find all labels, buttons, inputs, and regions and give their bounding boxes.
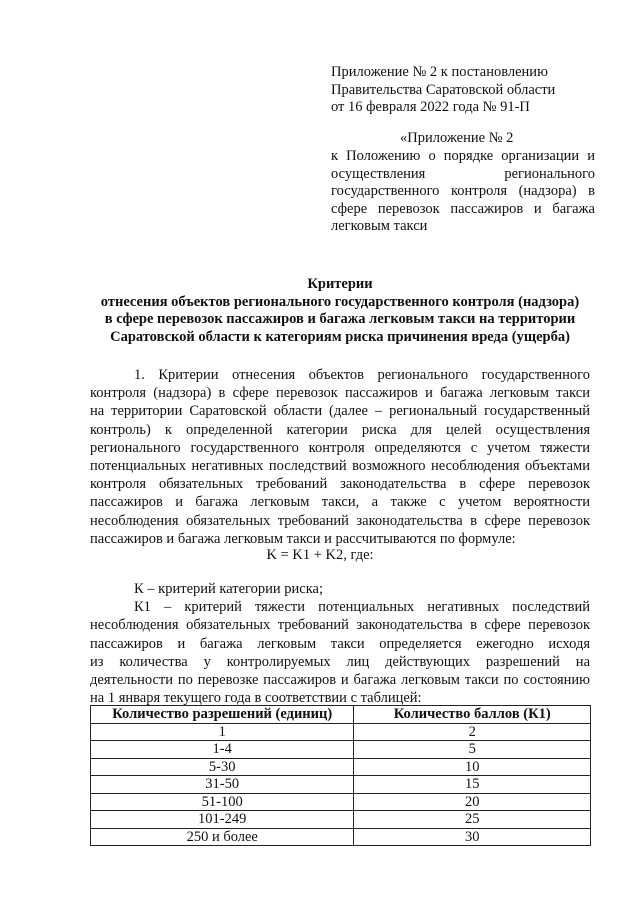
annex-reference-body: к Положению о порядке организации и осуществления регионального государственного контроля (надзора) в сфере перевозок пассажиров и багажа легковым такси [331,148,595,234]
annex-line-1: Приложение № 2 к постановлению [331,64,548,80]
formula: K = K1 + K2, где: [266,547,374,563]
definition-k1-line: деятельности по перевозке пассажиров и багажа легковым такси по состоянию [90,671,590,688]
cell-points: 25 [354,811,591,829]
definition-k1-line: на 1 января текущего года в соответствии с таблицей: [90,690,422,707]
annex-line-2: Правительства Саратовской области [331,81,556,98]
paragraph-line: 1. Критерии отнесения объектов регионального государственного [134,367,590,383]
cell-points: 15 [354,776,591,794]
table-row [91,758,591,776]
cell-permits: 1-4 [91,741,354,759]
definition-k1-line: несоблюдения обязательных требований законодательства в сфере перевозок [90,617,590,634]
annex-line-3: от 16 февраля 2022 года № 91-П [331,99,530,115]
paragraph-line: контроля обязательных требований законодательства в сфере перевозок [90,476,590,493]
table-row [91,811,591,829]
definition-k1-line: К1 – критерий тяжести потенциальных негативных последствий [134,599,590,616]
cell-permits: 31-50 [91,776,354,794]
table-row [91,793,591,811]
title-line-2: отнесения объектов регионального государственного контроля (надзора) [100,293,580,310]
title-line-4: Саратовской области к категориям риска причинения вреда (ущерба) [110,328,570,345]
paragraph-line: контроля (надзора) в сфере перевозок пассажиров и багажа легковым такси [90,385,590,402]
cell-points: 10 [354,758,591,776]
header-permits: Количество разрешений (единиц) [91,706,354,724]
table-row [91,723,591,741]
definitions [90,580,590,707]
annex-header [331,64,611,117]
scores-table [90,705,591,846]
paragraph-line: контроль) к определенной категории риска для целей осуществления [90,421,590,438]
definition-k1-line: пассажиров и багажа легковым такси определяется ежегодно исходя [90,635,590,652]
cell-permits: 101-249 [91,811,354,829]
table-row [91,741,591,759]
annex-reference-heading: «Приложение № 2 [400,130,514,146]
table-header-row [91,706,591,724]
cell-points: 2 [354,723,591,741]
cell-points: 30 [354,828,591,846]
cell-points: 20 [354,793,591,811]
cell-permits: 51-100 [91,793,354,811]
paragraph-line: регионального государственного контроля определяются с учетом тяжести [90,439,590,456]
table-row [91,828,591,846]
table-row [91,776,591,794]
definition-k: К – критерий категории риска; [134,581,324,597]
paragraph-line: несоблюдения обязательных требований законодательства в сфере перевозок [90,512,590,529]
paragraph-line: пассажиров и багажа легковым такси, а также с учетом вероятности [90,494,590,511]
paragraph-line: потенциальных негативных последствий возможного несоблюдения объектами [90,457,590,474]
cell-points: 5 [354,741,591,759]
cell-permits: 1 [91,723,354,741]
title-line-1: Критерии [307,276,373,292]
paragraph-line: пассажиров и багажа легковым такси и рассчитываются по формуле: [90,530,516,547]
document-title [70,276,610,346]
cell-permits: 5-30 [91,758,354,776]
paragraph-criteria [90,366,590,548]
title-line-3: в сфере перевозок пассажиров и багажа легковым такси на территории [104,311,576,327]
definition-k1-line: из количества у контролируемых лиц действующих разрешений на [90,653,590,670]
cell-permits: 250 и более [91,828,354,846]
header-points: Количество баллов (К1) [354,706,591,724]
paragraph-line: на территории Саратовской области (далее – региональный государственный [90,403,590,420]
